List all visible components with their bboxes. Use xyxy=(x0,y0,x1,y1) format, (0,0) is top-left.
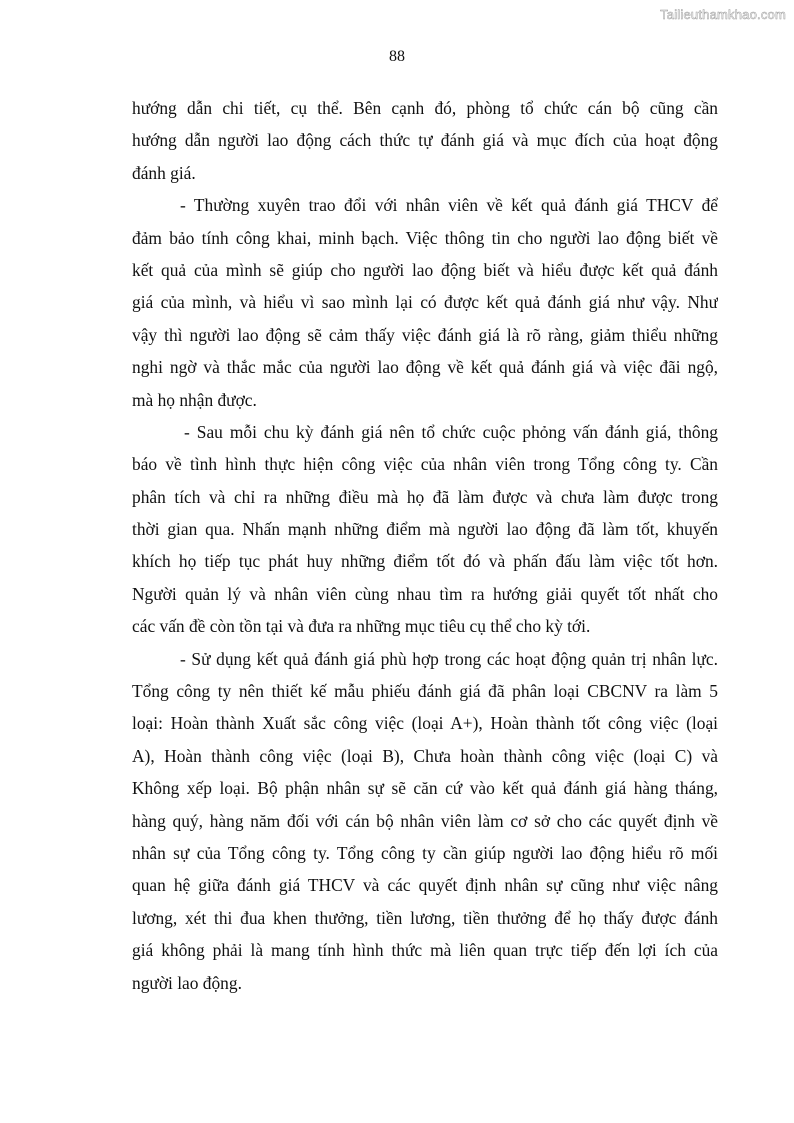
text-line: loại: Hoàn thành Xuất sắc công việc (loại A+), Hoàn thành tốt công việc (loại xyxy=(132,713,718,734)
text-line: kết quả của mình sẽ giúp cho người lao động biết và hiểu được kết quả đánh xyxy=(132,259,718,280)
text-line: - Thường xuyên trao đổi với nhân viên về kết quả đánh giá THCV để xyxy=(180,195,718,216)
text-line: A), Hoàn thành công việc (loại B), Chưa hoàn thành công việc (loại C) và xyxy=(132,745,718,766)
text-line: mà họ nhận được. xyxy=(132,389,257,410)
text-line: - Sau mỗi chu kỳ đánh giá nên tổ chức cuộc phỏng vấn đánh giá, thông xyxy=(184,421,718,442)
text-line: báo về tình hình thực hiện công việc của nhân viên trong Tổng công ty. Cần xyxy=(132,454,718,475)
text-line: Tổng công ty nên thiết kế mẫu phiếu đánh giá đã phân loại CBCNV ra làm 5 xyxy=(132,681,718,702)
text-line: hướng dẫn người lao động cách thức tự đánh giá và mục đích của hoạt động xyxy=(132,130,718,151)
paragraph-1 xyxy=(132,92,718,189)
text-line: người lao động. xyxy=(132,972,242,993)
watermark: Tailieuthamkhao.com xyxy=(660,7,786,22)
paragraph-2 xyxy=(132,189,718,416)
text-line: Người quản lý và nhân viên cùng nhau tìm ra hướng giải quyết tốt nhất cho xyxy=(132,583,718,604)
text-line: quan hệ giữa đánh giá THCV và các quyết định nhân sự cũng như việc nâng xyxy=(132,875,718,896)
text-line: giá của mình, và hiểu vì sao mình lại có được kết quả đánh giá như vậy. Như xyxy=(132,292,718,313)
text-line: Không xếp loại. Bộ phận nhân sự sẽ căn cứ vào kết quả đánh giá hàng tháng, xyxy=(132,778,718,799)
paragraph-3 xyxy=(132,416,718,643)
text-line: nghi ngờ và thắc mắc của người lao động về kết quả đánh giá và việc đãi ngộ, xyxy=(132,357,718,378)
text-line: đảm bảo tính công khai, minh bạch. Việc thông tin cho người lao động biết về xyxy=(132,227,718,248)
paragraph-4 xyxy=(132,643,718,999)
text-line: phân tích và chỉ ra những điều mà họ đã làm được và chưa làm được trong xyxy=(132,486,718,507)
text-line: nhân sự của Tổng công ty. Tổng công ty cần giúp người lao động hiểu rõ mối xyxy=(132,842,718,863)
text-line: - Sử dụng kết quả đánh giá phù hợp trong các hoạt động quản trị nhân lực. xyxy=(180,648,718,669)
text-line: vậy thì người lao động sẽ cảm thấy việc đánh giá là rõ ràng, giảm thiểu những xyxy=(132,324,718,345)
text-line: hướng dẫn chi tiết, cụ thể. Bên cạnh đó, phòng tổ chức cán bộ cũng cần xyxy=(132,98,718,118)
document-body xyxy=(132,92,718,999)
text-line: đánh giá. xyxy=(132,162,196,183)
page-number: 88 xyxy=(389,48,405,65)
text-line: các vấn đề còn tồn tại và đưa ra những mục tiêu cụ thể cho kỳ tới. xyxy=(132,616,591,637)
text-line: giá không phải là mang tính hình thức mà liên quan trực tiếp đến lợi ích của xyxy=(132,940,718,961)
text-line: hàng quý, hàng năm đối với cán bộ nhân viên làm cơ sở cho các quyết định về xyxy=(132,810,718,831)
text-line: khích họ tiếp tục phát huy những điểm tốt đó và phấn đấu làm việc tốt hơn. xyxy=(132,551,718,572)
text-line: thời gian qua. Nhấn mạnh những điểm mà người lao động đã làm tốt, khuyến xyxy=(132,519,718,540)
text-line: lương, xét thi đua khen thưởng, tiền lương, tiền thưởng để họ thấy được đánh xyxy=(132,907,718,928)
